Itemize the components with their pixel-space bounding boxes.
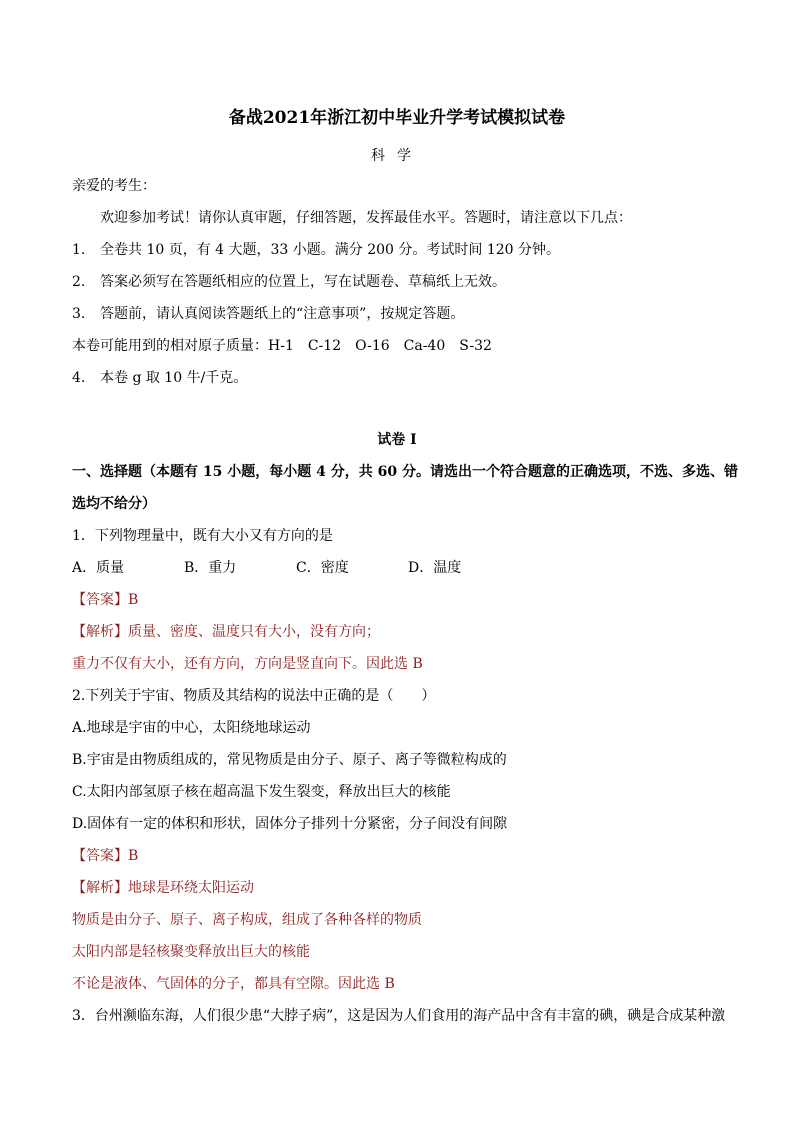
question-2-option-c: C.太阳内部氢原子核在超高温下发生裂变，释放出巨大的核能	[72, 784, 451, 800]
paper-title: 试卷 I	[377, 432, 417, 448]
question-2-stem: 2.下列关于宇宙、物质及其结构的说法中正确的是（ ）	[72, 688, 436, 704]
option-a: A．质量	[72, 560, 125, 576]
note-number: 2.	[72, 274, 86, 290]
analysis-text: 质量、密度、温度只有大小，没有方向；	[128, 624, 380, 640]
analysis-label: 【解析】	[72, 880, 128, 896]
answer-value: B	[128, 848, 139, 864]
option-d: D．温度	[408, 560, 462, 576]
section-heading-continued: 选均不给分）	[72, 496, 156, 512]
note-text: 答案必须写在答题纸相应的位置上，写在试题卷、草稿纸上无效。	[100, 274, 506, 290]
question-1-analysis-continued: 重力不仅有大小，还有方向，方向是竖直向下。因此选 B	[72, 656, 423, 672]
answer-value: B	[128, 592, 139, 608]
atomic-mass-line: 本卷可能用到的相对原子质量：H-1 C-12 O-16 Ca-40 S-32	[72, 338, 492, 354]
question-2-analysis-line-4: 不论是液体、气固体的分子，都具有空隙。因此选 B	[72, 976, 395, 992]
question-2-option-b: B.宇宙是由物质组成的，常见物质是由分子、原子、离子等微粒构成的	[72, 752, 507, 768]
note-text: 答题前，请认真阅读答题纸上的“注意事项”，按规定答题。	[100, 306, 465, 322]
analysis-label: 【解析】	[72, 624, 128, 640]
note-number: 3.	[72, 306, 86, 322]
note-item	[72, 304, 464, 324]
question-1-options	[72, 558, 520, 578]
note-item	[72, 272, 506, 292]
answer-label: 【答案】	[72, 592, 128, 608]
question-1-answer	[72, 590, 138, 610]
option-c: C．密度	[296, 560, 349, 576]
question-2-answer	[72, 846, 138, 866]
greeting: 亲爱的考生：	[72, 178, 156, 194]
welcome-text: 欢迎参加考试！请你认真审题，仔细答题，发挥最佳水平。答题时，请注意以下几点：	[100, 210, 632, 226]
note-number: 1.	[72, 242, 86, 258]
question-1-analysis	[72, 622, 380, 642]
question-2-analysis-line-2: 物质是由分子、原子、离子构成，组成了各种各样的物质	[72, 912, 422, 928]
question-2-option-a: A.地球是宇宙的中心，太阳绕地球运动	[72, 720, 311, 736]
question-2-analysis-line-3: 太阳内部是轻核聚变释放出巨大的核能	[72, 944, 310, 960]
note-text: 全卷共 10 页，有 4 大题，33 小题。满分 200 分。考试时间 120 分钟。	[100, 242, 561, 258]
analysis-text: 地球是环绕太阳运动	[128, 880, 254, 896]
question-1-stem: 1．下列物理量中，既有大小又有方向的是	[72, 528, 333, 544]
answer-label: 【答案】	[72, 848, 128, 864]
subject-label: 科学	[371, 148, 423, 164]
question-2-option-d: D.固体有一定的体积和形状，固体分子排列十分紧密，分子间没有间隙	[72, 816, 508, 832]
question-2-analysis	[72, 878, 254, 898]
note-number: 4.	[72, 370, 86, 386]
section-heading: 一、选择题（本题有 15 小题，每小题 4 分，共 60 分。请选出一个符合题意的正确选项，不选、多选、错	[72, 464, 738, 480]
note-item	[72, 240, 560, 260]
question-3-stem: 3．台州濒临东海，人们很少患“大脖子病”，这是因为人们食用的海产品中含有丰富的碘，碘是合成某种激	[72, 1008, 726, 1024]
note-item	[72, 368, 247, 388]
exam-title: 备战2021年浙江初中毕业升学考试模拟试卷	[228, 108, 566, 128]
option-b: B．重力	[184, 560, 237, 576]
note-text: 本卷 g 取 10 牛/千克。	[100, 370, 248, 386]
